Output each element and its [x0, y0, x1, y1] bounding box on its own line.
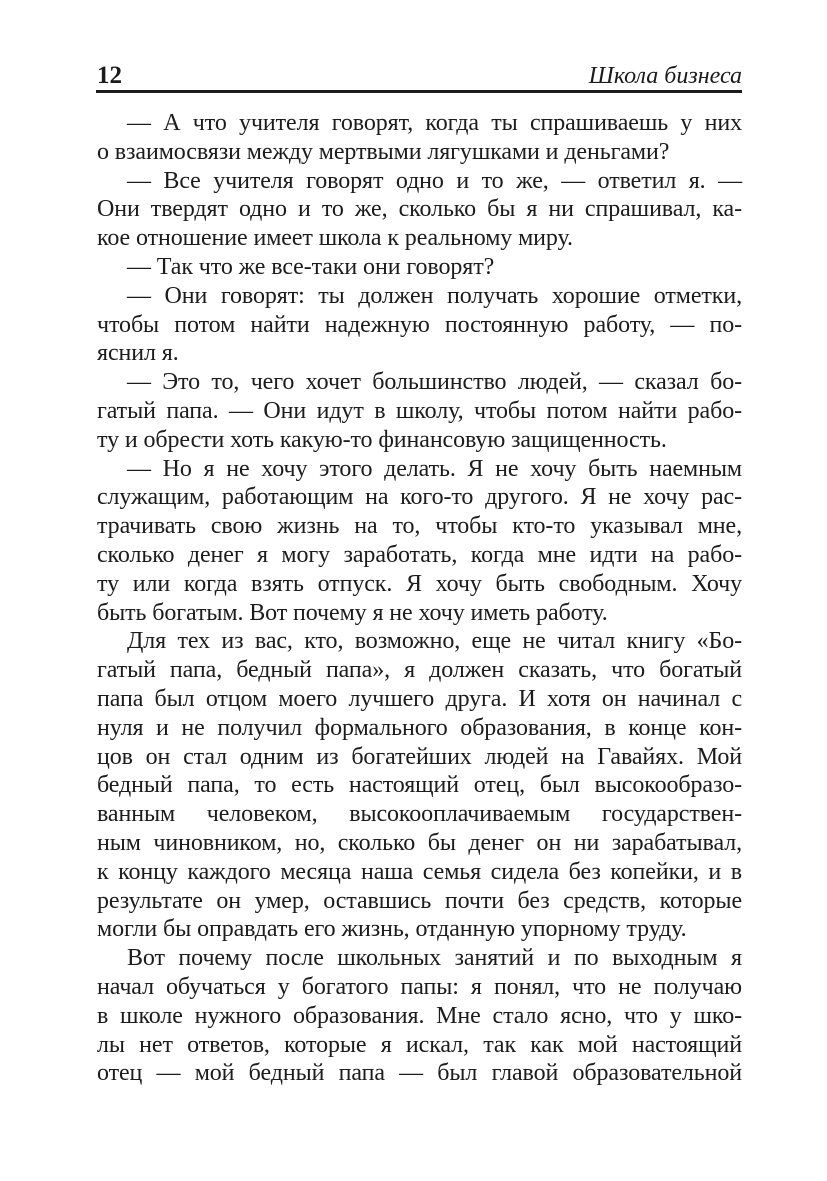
paragraph — [97, 109, 742, 167]
paragraph — [97, 167, 742, 253]
text-line: кое отношение имеет школа к реальному миру. — [97, 225, 573, 252]
text-line: ным чиновником, но, сколько бы денег он ни зарабатывал, — [97, 829, 742, 856]
paragraph — [97, 368, 742, 454]
running-title: Школа бизнеса — [588, 63, 742, 89]
text-line: Для тех из вас, кто, возможно, еще не читал книгу «Бо- — [127, 628, 742, 655]
text-line: — А что учителя говорят, когда ты спрашиваешь у них — [127, 110, 742, 136]
page-header — [97, 63, 742, 89]
text-line: могли бы оправдать его жизнь, отданную упорному труду. — [97, 916, 687, 943]
text-line: в школе нужного образования. Мне стало ясно, что у шко- — [97, 1002, 742, 1029]
text-line: ту или когда взять отпуск. Я хочу быть свободным. Хочу — [97, 570, 742, 597]
header-rule — [96, 90, 742, 93]
text-line: бедный папа, то есть настоящий отец, был высокообразо- — [97, 772, 742, 799]
text-line: — Они говорят: ты должен получать хорошие отметки, — [127, 282, 742, 309]
text-line: трачивать свою жизнь на то, чтобы кто-то указывал мне, — [97, 513, 742, 540]
text-line: нуля и не получил формального образования, в конце кон- — [97, 714, 742, 741]
text-line: отец — мой бедный папа — был главой образовательной — [97, 1060, 742, 1087]
paragraph — [97, 253, 742, 282]
page-number: 12 — [97, 62, 122, 89]
text-line: Вот почему после школьных занятий и по выходным я — [127, 945, 742, 972]
text-line: лы нет ответов, которые я искал, так как мой настоящий — [97, 1031, 742, 1058]
paragraph — [97, 455, 742, 628]
text-line: чтобы потом найти надежную постоянную работу, — по- — [97, 311, 742, 338]
text-line: — Но я не хочу этого делать. Я не хочу быть наемным — [127, 455, 742, 482]
text-line: служащим, работающим на кого-то другого. Я не хочу рас- — [97, 484, 742, 511]
text-line: ванным человеком, высокооплачиваемым государствен- — [97, 801, 742, 828]
paragraph — [97, 944, 742, 1088]
text-line: папа был отцом моего лучшего друга. И хотя он начинал с — [97, 685, 742, 712]
text-line: яснил я. — [97, 340, 179, 367]
text-line: — Так что же все-таки они говорят? — [127, 253, 495, 280]
text-line: сколько денег я могу заработать, когда мне идти на рабо- — [97, 541, 742, 568]
paragraph — [97, 282, 742, 368]
text-line: гатый папа, бедный папа», я должен сказать, что богатый — [97, 657, 742, 684]
paragraph — [97, 627, 742, 944]
text-line: быть богатым. Вот почему я не хочу иметь работу. — [97, 599, 608, 626]
text-line: — Все учителя говорят одно и то же, — ответил я. — — [127, 167, 742, 194]
text-line: цов он стал одним из богатейших людей на Гавайях. Мой — [97, 743, 742, 770]
text-line: начал обучаться у богатого папы: я понял, что не получаю — [97, 973, 742, 1000]
text-line: к концу каждого месяца наша семья сидела без копейки, и в — [97, 858, 742, 885]
text-line: — Это то, чего хочет большинство людей, — сказал бо- — [127, 369, 742, 396]
text-line: результате он умер, оставшись почти без средств, которые — [97, 887, 742, 914]
text-line: Они твердят одно и то же, сколько бы я ни спрашивал, ка- — [97, 196, 742, 223]
body-text — [97, 109, 742, 1088]
text-line: ту и обрести хоть какую-то финансовую защищенность. — [97, 426, 667, 453]
text-line: гатый папа. — Они идут в школу, чтобы потом найти рабо- — [97, 397, 742, 424]
text-line: о взаимосвязи между мертвыми лягушками и деньгами? — [97, 138, 670, 165]
